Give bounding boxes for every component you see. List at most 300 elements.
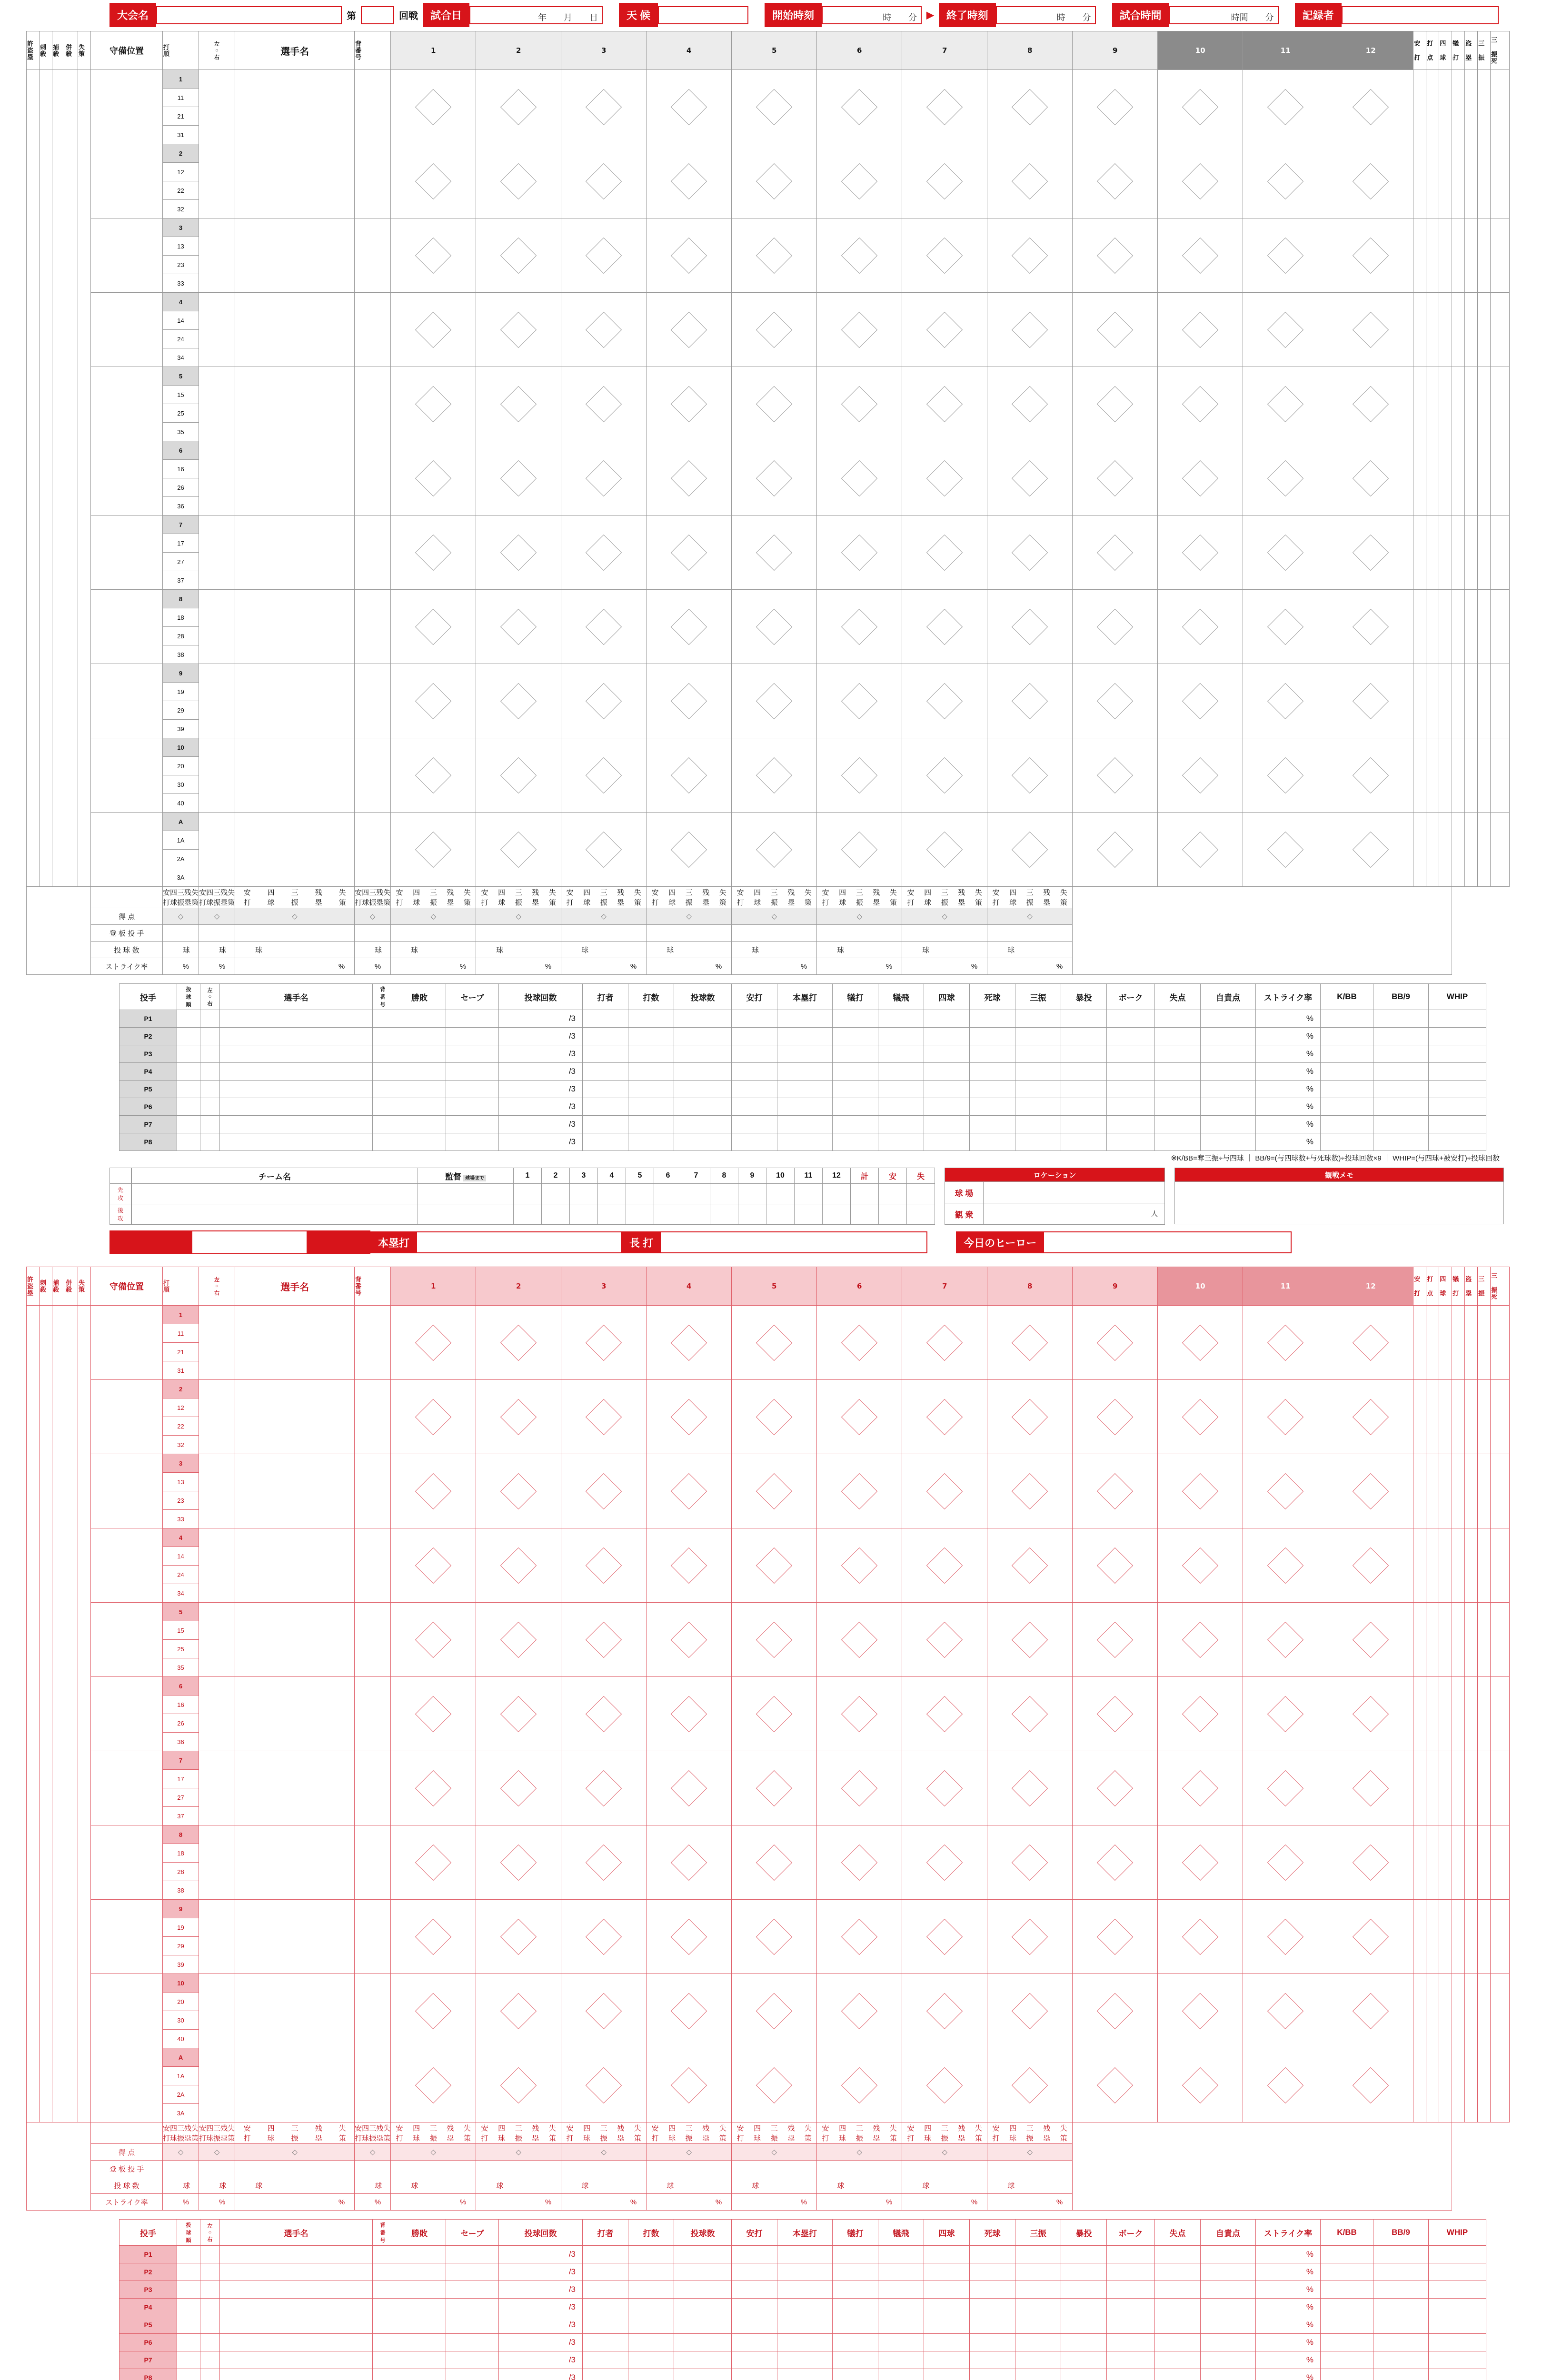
at-bat-cell[interactable] (987, 2048, 1073, 2122)
at-bat-cell[interactable] (476, 516, 561, 590)
pitcher-cell[interactable] (220, 2369, 373, 2380)
summary-cell[interactable]: 球 (647, 2177, 732, 2194)
pitcher-cell[interactable]: % (1256, 2299, 1321, 2316)
batting-stat-cell[interactable] (1478, 1825, 1491, 1900)
at-bat-cell[interactable] (1158, 2048, 1243, 2122)
at-bat-cell[interactable] (1243, 1380, 1328, 1454)
pitcher-cell[interactable] (373, 1028, 393, 1045)
at-bat-cell[interactable] (987, 1825, 1073, 1900)
at-bat-cell[interactable] (732, 1974, 817, 2048)
pitcher-cell[interactable] (628, 1045, 674, 1063)
pitcher-cell[interactable] (220, 1116, 373, 1133)
inning-score-cell[interactable] (570, 1204, 598, 1225)
pitcher-cell[interactable] (1155, 2316, 1201, 2334)
pitcher-cell[interactable]: /3 (499, 1116, 583, 1133)
batting-stat-cell[interactable] (1413, 590, 1426, 664)
summary-cell[interactable]: % (732, 958, 817, 975)
pitcher-cell[interactable] (393, 2299, 446, 2316)
summary-cell[interactable]: % (987, 2194, 1073, 2211)
at-bat-cell[interactable] (647, 1454, 732, 1528)
batting-stat-cell[interactable] (1491, 1603, 1510, 1677)
at-bat-cell[interactable] (1073, 441, 1158, 516)
pitcher-cell[interactable] (628, 2369, 674, 2380)
batting-stat-cell[interactable] (1491, 1528, 1510, 1603)
at-bat-cell[interactable] (987, 144, 1073, 218)
at-bat-cell[interactable] (561, 1306, 647, 1380)
at-bat-cell[interactable] (1328, 1825, 1413, 1900)
pitcher-cell[interactable] (200, 1045, 220, 1063)
pitcher-cell[interactable] (970, 2263, 1015, 2281)
total-score-cell[interactable] (879, 1204, 907, 1225)
batting-stat-cell[interactable] (1452, 70, 1465, 144)
at-bat-cell[interactable] (1243, 1825, 1328, 1900)
batting-stat-cell[interactable] (1439, 813, 1452, 887)
at-bat-cell[interactable] (391, 441, 476, 516)
pitcher-cell[interactable] (924, 1063, 970, 1081)
batting-stat-cell[interactable] (1439, 70, 1452, 144)
pitcher-cell[interactable] (1373, 2263, 1429, 2281)
pitcher-cell[interactable] (674, 1098, 732, 1116)
inning-score-cell[interactable] (598, 1184, 626, 1204)
batting-stat-cell[interactable] (1465, 293, 1478, 367)
player-name-cell[interactable] (235, 367, 355, 441)
batting-stat-cell[interactable] (1452, 1306, 1465, 1380)
pitcher-cell[interactable] (1201, 1133, 1256, 1151)
pitcher-cell[interactable] (1015, 1081, 1061, 1098)
pitcher-cell[interactable] (628, 1010, 674, 1028)
batting-stat-cell[interactable] (1478, 293, 1491, 367)
position-cell[interactable] (91, 1677, 163, 1751)
summary-cell[interactable]: % (235, 958, 355, 975)
pitcher-cell[interactable] (628, 2334, 674, 2351)
pitcher-cell[interactable] (1061, 1063, 1107, 1081)
inning-score-cell[interactable] (598, 1204, 626, 1225)
player-name-cell[interactable] (235, 738, 355, 813)
pitcher-cell[interactable] (674, 2246, 732, 2263)
at-bat-cell[interactable] (987, 1751, 1073, 1825)
pitcher-cell[interactable] (1429, 2263, 1486, 2281)
batting-stat-cell[interactable] (1465, 1528, 1478, 1603)
pitcher-cell[interactable] (628, 2281, 674, 2299)
batting-stat-cell[interactable] (1413, 738, 1426, 813)
at-bat-cell[interactable] (1158, 1603, 1243, 1677)
pitcher-cell[interactable] (393, 1028, 446, 1045)
pitcher-cell[interactable] (878, 1133, 924, 1151)
pitcher-cell[interactable]: % (1256, 2281, 1321, 2299)
pitcher-cell[interactable] (1107, 2369, 1155, 2380)
hand-cell[interactable] (199, 516, 235, 590)
batting-stat-cell[interactable] (1452, 144, 1465, 218)
pitcher-cell[interactable] (970, 1098, 1015, 1116)
at-bat-cell[interactable] (1158, 70, 1243, 144)
pitcher-cell[interactable] (1061, 1028, 1107, 1045)
batting-stat-cell[interactable] (1478, 1677, 1491, 1751)
pitcher-cell[interactable] (1201, 2299, 1256, 2316)
pitcher-cell[interactable]: P5 (119, 1081, 177, 1098)
pitcher-cell[interactable] (373, 2334, 393, 2351)
pitcher-cell[interactable] (1061, 1081, 1107, 1098)
player-name-cell[interactable] (235, 664, 355, 738)
at-bat-cell[interactable] (1158, 738, 1243, 813)
pitcher-cell[interactable]: P4 (119, 1063, 177, 1081)
at-bat-cell[interactable] (561, 441, 647, 516)
pitcher-cell[interactable] (393, 1133, 446, 1151)
hand-cell[interactable] (199, 441, 235, 516)
pitcher-cell[interactable] (628, 1081, 674, 1098)
pitcher-cell[interactable] (373, 2351, 393, 2369)
batting-stat-cell[interactable] (1426, 813, 1439, 887)
pitcher-cell[interactable] (200, 2369, 220, 2380)
round-input[interactable] (361, 6, 394, 24)
at-bat-cell[interactable] (817, 590, 902, 664)
summary-cell[interactable]: 球 (987, 942, 1073, 958)
pitcher-cell[interactable] (674, 1010, 732, 1028)
pitcher-cell[interactable] (970, 2334, 1015, 2351)
pitcher-cell[interactable] (1201, 1010, 1256, 1028)
pitcher-cell[interactable] (1015, 1116, 1061, 1133)
xbh-input[interactable] (661, 1231, 927, 1253)
manager-cell[interactable] (418, 1204, 514, 1225)
at-bat-cell[interactable] (1158, 441, 1243, 516)
pitcher-cell[interactable]: /3 (499, 1063, 583, 1081)
pitcher-cell[interactable] (177, 2334, 200, 2351)
pitcher-cell[interactable] (924, 2263, 970, 2281)
pitcher-cell[interactable] (628, 1133, 674, 1151)
at-bat-cell[interactable] (987, 367, 1073, 441)
at-bat-cell[interactable] (1328, 1974, 1413, 2048)
pitcher-cell[interactable] (373, 1010, 393, 1028)
summary-cell[interactable]: % (355, 958, 391, 975)
pitcher-cell[interactable] (393, 2334, 446, 2351)
pitcher-cell[interactable] (924, 1010, 970, 1028)
summary-cell[interactable]: 球 (391, 2177, 476, 2194)
pitcher-cell[interactable] (628, 2263, 674, 2281)
at-bat-cell[interactable] (1073, 590, 1158, 664)
summary-cell[interactable]: % (817, 2194, 902, 2211)
pitcher-cell[interactable] (1373, 1081, 1429, 1098)
uniform-number-cell[interactable] (355, 738, 391, 813)
tournament-input[interactable] (156, 6, 342, 24)
at-bat-cell[interactable] (647, 293, 732, 367)
pitcher-cell[interactable] (393, 2316, 446, 2334)
pitcher-cell[interactable] (1155, 2263, 1201, 2281)
pitcher-cell[interactable] (732, 2369, 777, 2380)
player-name-cell[interactable] (235, 218, 355, 293)
pitcher-cell[interactable] (393, 1010, 446, 1028)
batting-stat-cell[interactable] (1452, 738, 1465, 813)
batting-stat-cell[interactable] (1413, 1306, 1426, 1380)
pitcher-cell[interactable] (833, 1010, 878, 1028)
batting-stat-cell[interactable] (1439, 2048, 1452, 2122)
uniform-number-cell[interactable] (355, 441, 391, 516)
pitcher-cell[interactable] (777, 1081, 833, 1098)
batting-stat-cell[interactable] (1413, 1677, 1426, 1751)
pitcher-cell[interactable] (1015, 1133, 1061, 1151)
at-bat-cell[interactable] (391, 1974, 476, 2048)
player-name-cell[interactable] (235, 2048, 355, 2122)
at-bat-cell[interactable] (1158, 1751, 1243, 1825)
batting-stat-cell[interactable] (1491, 70, 1510, 144)
pitcher-cell[interactable] (1155, 1010, 1201, 1028)
pitcher-cell[interactable] (970, 1045, 1015, 1063)
batting-stat-cell[interactable] (1465, 1825, 1478, 1900)
at-bat-cell[interactable] (1243, 441, 1328, 516)
pitcher-cell[interactable] (446, 2369, 499, 2380)
player-name-cell[interactable] (235, 1900, 355, 1974)
inning-score-cell[interactable] (570, 1184, 598, 1204)
pitcher-cell[interactable] (1061, 2246, 1107, 2263)
position-cell[interactable] (91, 144, 163, 218)
at-bat-cell[interactable] (647, 1677, 732, 1751)
at-bat-cell[interactable] (817, 70, 902, 144)
pitcher-cell[interactable] (878, 2246, 924, 2263)
at-bat-cell[interactable] (987, 590, 1073, 664)
inning-score-cell[interactable] (738, 1184, 766, 1204)
hand-cell[interactable] (199, 1825, 235, 1900)
pitcher-cell[interactable]: /3 (499, 2334, 583, 2351)
batting-stat-cell[interactable] (1465, 664, 1478, 738)
at-bat-cell[interactable] (561, 1825, 647, 1900)
pitcher-cell[interactable] (1015, 1063, 1061, 1081)
batting-stat-cell[interactable] (1439, 441, 1452, 516)
pitcher-cell[interactable] (833, 1045, 878, 1063)
at-bat-cell[interactable] (1328, 1677, 1413, 1751)
pitcher-cell[interactable] (373, 1045, 393, 1063)
uniform-number-cell[interactable] (355, 1900, 391, 1974)
pitcher-cell[interactable] (833, 2246, 878, 2263)
position-cell[interactable] (91, 293, 163, 367)
at-bat-cell[interactable] (1243, 1974, 1328, 2048)
summary-cell[interactable]: ◇ (235, 908, 355, 925)
at-bat-cell[interactable] (1328, 367, 1413, 441)
summary-cell[interactable]: % (732, 2194, 817, 2211)
pitcher-cell[interactable] (1201, 2369, 1256, 2380)
pitcher-cell[interactable] (1107, 1081, 1155, 1098)
at-bat-cell[interactable] (1158, 590, 1243, 664)
pitcher-cell[interactable] (777, 1028, 833, 1045)
at-bat-cell[interactable] (1243, 1528, 1328, 1603)
batting-stat-cell[interactable] (1491, 1380, 1510, 1454)
at-bat-cell[interactable] (1243, 1677, 1328, 1751)
summary-cell[interactable]: ◇ (647, 908, 732, 925)
batting-stat-cell[interactable] (1413, 664, 1426, 738)
pitcher-cell[interactable] (1373, 1116, 1429, 1133)
summary-cell[interactable]: % (163, 958, 199, 975)
hand-cell[interactable] (199, 144, 235, 218)
pitcher-cell[interactable] (833, 1081, 878, 1098)
at-bat-cell[interactable] (817, 144, 902, 218)
pitcher-cell[interactable]: P7 (119, 1116, 177, 1133)
batting-stat-cell[interactable] (1452, 813, 1465, 887)
at-bat-cell[interactable] (1328, 1528, 1413, 1603)
pitcher-cell[interactable] (200, 1081, 220, 1098)
at-bat-cell[interactable] (732, 218, 817, 293)
batting-stat-cell[interactable] (1426, 441, 1439, 516)
batting-stat-cell[interactable] (1426, 1603, 1439, 1677)
pitcher-cell[interactable] (1429, 2246, 1486, 2263)
inning-score-cell[interactable] (710, 1184, 738, 1204)
pitcher-cell[interactable] (674, 1028, 732, 1045)
player-name-cell[interactable] (235, 1825, 355, 1900)
pitcher-cell[interactable]: % (1256, 1081, 1321, 1098)
pitcher-cell[interactable]: % (1256, 2334, 1321, 2351)
batting-stat-cell[interactable] (1426, 367, 1439, 441)
pitcher-cell[interactable] (1015, 2334, 1061, 2351)
summary-cell[interactable]: 球 (476, 942, 561, 958)
at-bat-cell[interactable] (1158, 367, 1243, 441)
summary-cell[interactable]: 球 (235, 2177, 355, 2194)
pitcher-cell[interactable] (970, 2351, 1015, 2369)
pitcher-cell[interactable] (732, 1045, 777, 1063)
pitcher-cell[interactable] (878, 2281, 924, 2299)
summary-cell[interactable]: 球 (163, 942, 199, 958)
batting-stat-cell[interactable] (1465, 218, 1478, 293)
summary-cell[interactable]: 球 (647, 942, 732, 958)
batting-stat-cell[interactable] (1478, 1900, 1491, 1974)
position-cell[interactable] (91, 590, 163, 664)
batting-stat-cell[interactable] (1465, 1306, 1478, 1380)
at-bat-cell[interactable] (1243, 664, 1328, 738)
at-bat-cell[interactable] (561, 218, 647, 293)
at-bat-cell[interactable] (476, 1306, 561, 1380)
at-bat-cell[interactable] (1073, 1454, 1158, 1528)
pitcher-cell[interactable] (833, 1063, 878, 1081)
summary-cell[interactable]: ◇ (817, 2144, 902, 2161)
at-bat-cell[interactable] (987, 738, 1073, 813)
player-name-cell[interactable] (235, 590, 355, 664)
hand-cell[interactable] (199, 1454, 235, 1528)
position-cell[interactable] (91, 1825, 163, 1900)
pitcher-cell[interactable] (1015, 2246, 1061, 2263)
at-bat-cell[interactable] (817, 441, 902, 516)
pitcher-cell[interactable] (1373, 1045, 1429, 1063)
pitcher-cell[interactable] (1201, 2316, 1256, 2334)
pitcher-cell[interactable] (732, 2299, 777, 2316)
at-bat-cell[interactable] (561, 1974, 647, 2048)
at-bat-cell[interactable] (561, 516, 647, 590)
at-bat-cell[interactable] (391, 70, 476, 144)
position-cell[interactable] (91, 516, 163, 590)
pitcher-cell[interactable] (777, 2299, 833, 2316)
at-bat-cell[interactable] (1243, 1454, 1328, 1528)
at-bat-cell[interactable] (1328, 293, 1413, 367)
inning-score-cell[interactable] (514, 1184, 542, 1204)
summary-cell[interactable]: % (391, 2194, 476, 2211)
batting-stat-cell[interactable] (1439, 1825, 1452, 1900)
at-bat-cell[interactable] (902, 441, 987, 516)
pitcher-cell[interactable]: P8 (119, 1133, 177, 1151)
pitcher-cell[interactable] (446, 2316, 499, 2334)
pitcher-cell[interactable] (1429, 2299, 1486, 2316)
at-bat-cell[interactable] (902, 367, 987, 441)
at-bat-cell[interactable] (902, 813, 987, 887)
pitcher-cell[interactable] (674, 2299, 732, 2316)
hand-cell[interactable] (199, 1306, 235, 1380)
hand-cell[interactable] (199, 1751, 235, 1825)
batting-stat-cell[interactable] (1426, 1751, 1439, 1825)
pitcher-cell[interactable]: P1 (119, 1010, 177, 1028)
batting-stat-cell[interactable] (1439, 1751, 1452, 1825)
pitcher-cell[interactable]: % (1256, 1116, 1321, 1133)
at-bat-cell[interactable] (732, 1306, 817, 1380)
at-bat-cell[interactable] (987, 516, 1073, 590)
at-bat-cell[interactable] (391, 367, 476, 441)
pitcher-cell[interactable] (674, 2281, 732, 2299)
pitcher-cell[interactable] (1321, 1098, 1373, 1116)
pitcher-cell[interactable] (177, 2281, 200, 2299)
batting-stat-cell[interactable] (1478, 738, 1491, 813)
at-bat-cell[interactable] (732, 1751, 817, 1825)
at-bat-cell[interactable] (1158, 1974, 1243, 2048)
pitcher-cell[interactable] (393, 2281, 446, 2299)
pitcher-cell[interactable] (446, 1010, 499, 1028)
pitcher-cell[interactable] (777, 2334, 833, 2351)
summary-cell[interactable]: ◇ (647, 2144, 732, 2161)
hand-cell[interactable] (199, 813, 235, 887)
pitcher-cell[interactable] (200, 1063, 220, 1081)
pitcher-cell[interactable]: % (1256, 2246, 1321, 2263)
summary-cell[interactable] (163, 925, 199, 942)
summary-cell[interactable] (199, 2161, 235, 2177)
defense-stat-cell[interactable] (52, 1306, 65, 2122)
pitcher-cell[interactable] (200, 1116, 220, 1133)
pitcher-cell[interactable] (1321, 1133, 1373, 1151)
batting-stat-cell[interactable] (1426, 664, 1439, 738)
uniform-number-cell[interactable] (355, 813, 391, 887)
pitcher-cell[interactable] (200, 2299, 220, 2316)
pitcher-cell[interactable] (628, 1098, 674, 1116)
pitcher-cell[interactable] (1321, 1081, 1373, 1098)
total-score-cell[interactable] (851, 1184, 879, 1204)
team-name-cell[interactable] (132, 1204, 418, 1225)
batting-stat-cell[interactable] (1491, 590, 1510, 664)
pitcher-cell[interactable] (446, 2299, 499, 2316)
at-bat-cell[interactable] (647, 1380, 732, 1454)
summary-cell[interactable]: % (476, 2194, 561, 2211)
pitcher-cell[interactable] (674, 2316, 732, 2334)
at-bat-cell[interactable] (561, 1751, 647, 1825)
pitcher-cell[interactable] (1429, 1010, 1486, 1028)
duration-input[interactable] (1169, 6, 1279, 24)
at-bat-cell[interactable] (391, 1825, 476, 1900)
pitcher-cell[interactable] (583, 2281, 628, 2299)
summary-cell[interactable]: ◇ (163, 2144, 199, 2161)
pitcher-cell[interactable] (970, 1133, 1015, 1151)
pitcher-cell[interactable] (1107, 1010, 1155, 1028)
at-bat-cell[interactable] (476, 1751, 561, 1825)
at-bat-cell[interactable] (987, 1306, 1073, 1380)
at-bat-cell[interactable] (1073, 144, 1158, 218)
pitcher-cell[interactable] (220, 1045, 373, 1063)
batting-stat-cell[interactable] (1439, 1603, 1452, 1677)
player-name-cell[interactable] (235, 70, 355, 144)
pitcher-cell[interactable] (393, 2369, 446, 2380)
pitcher-cell[interactable] (1429, 1045, 1486, 1063)
at-bat-cell[interactable] (1073, 367, 1158, 441)
at-bat-cell[interactable] (1073, 1528, 1158, 1603)
summary-cell[interactable]: ◇ (391, 2144, 476, 2161)
pitcher-cell[interactable] (177, 1116, 200, 1133)
pitcher-cell[interactable] (220, 2299, 373, 2316)
at-bat-cell[interactable] (476, 1900, 561, 1974)
at-bat-cell[interactable] (732, 813, 817, 887)
at-bat-cell[interactable] (817, 367, 902, 441)
at-bat-cell[interactable] (1328, 441, 1413, 516)
at-bat-cell[interactable] (561, 293, 647, 367)
at-bat-cell[interactable] (1158, 218, 1243, 293)
inning-score-cell[interactable] (823, 1184, 851, 1204)
pitcher-cell[interactable] (393, 1081, 446, 1098)
